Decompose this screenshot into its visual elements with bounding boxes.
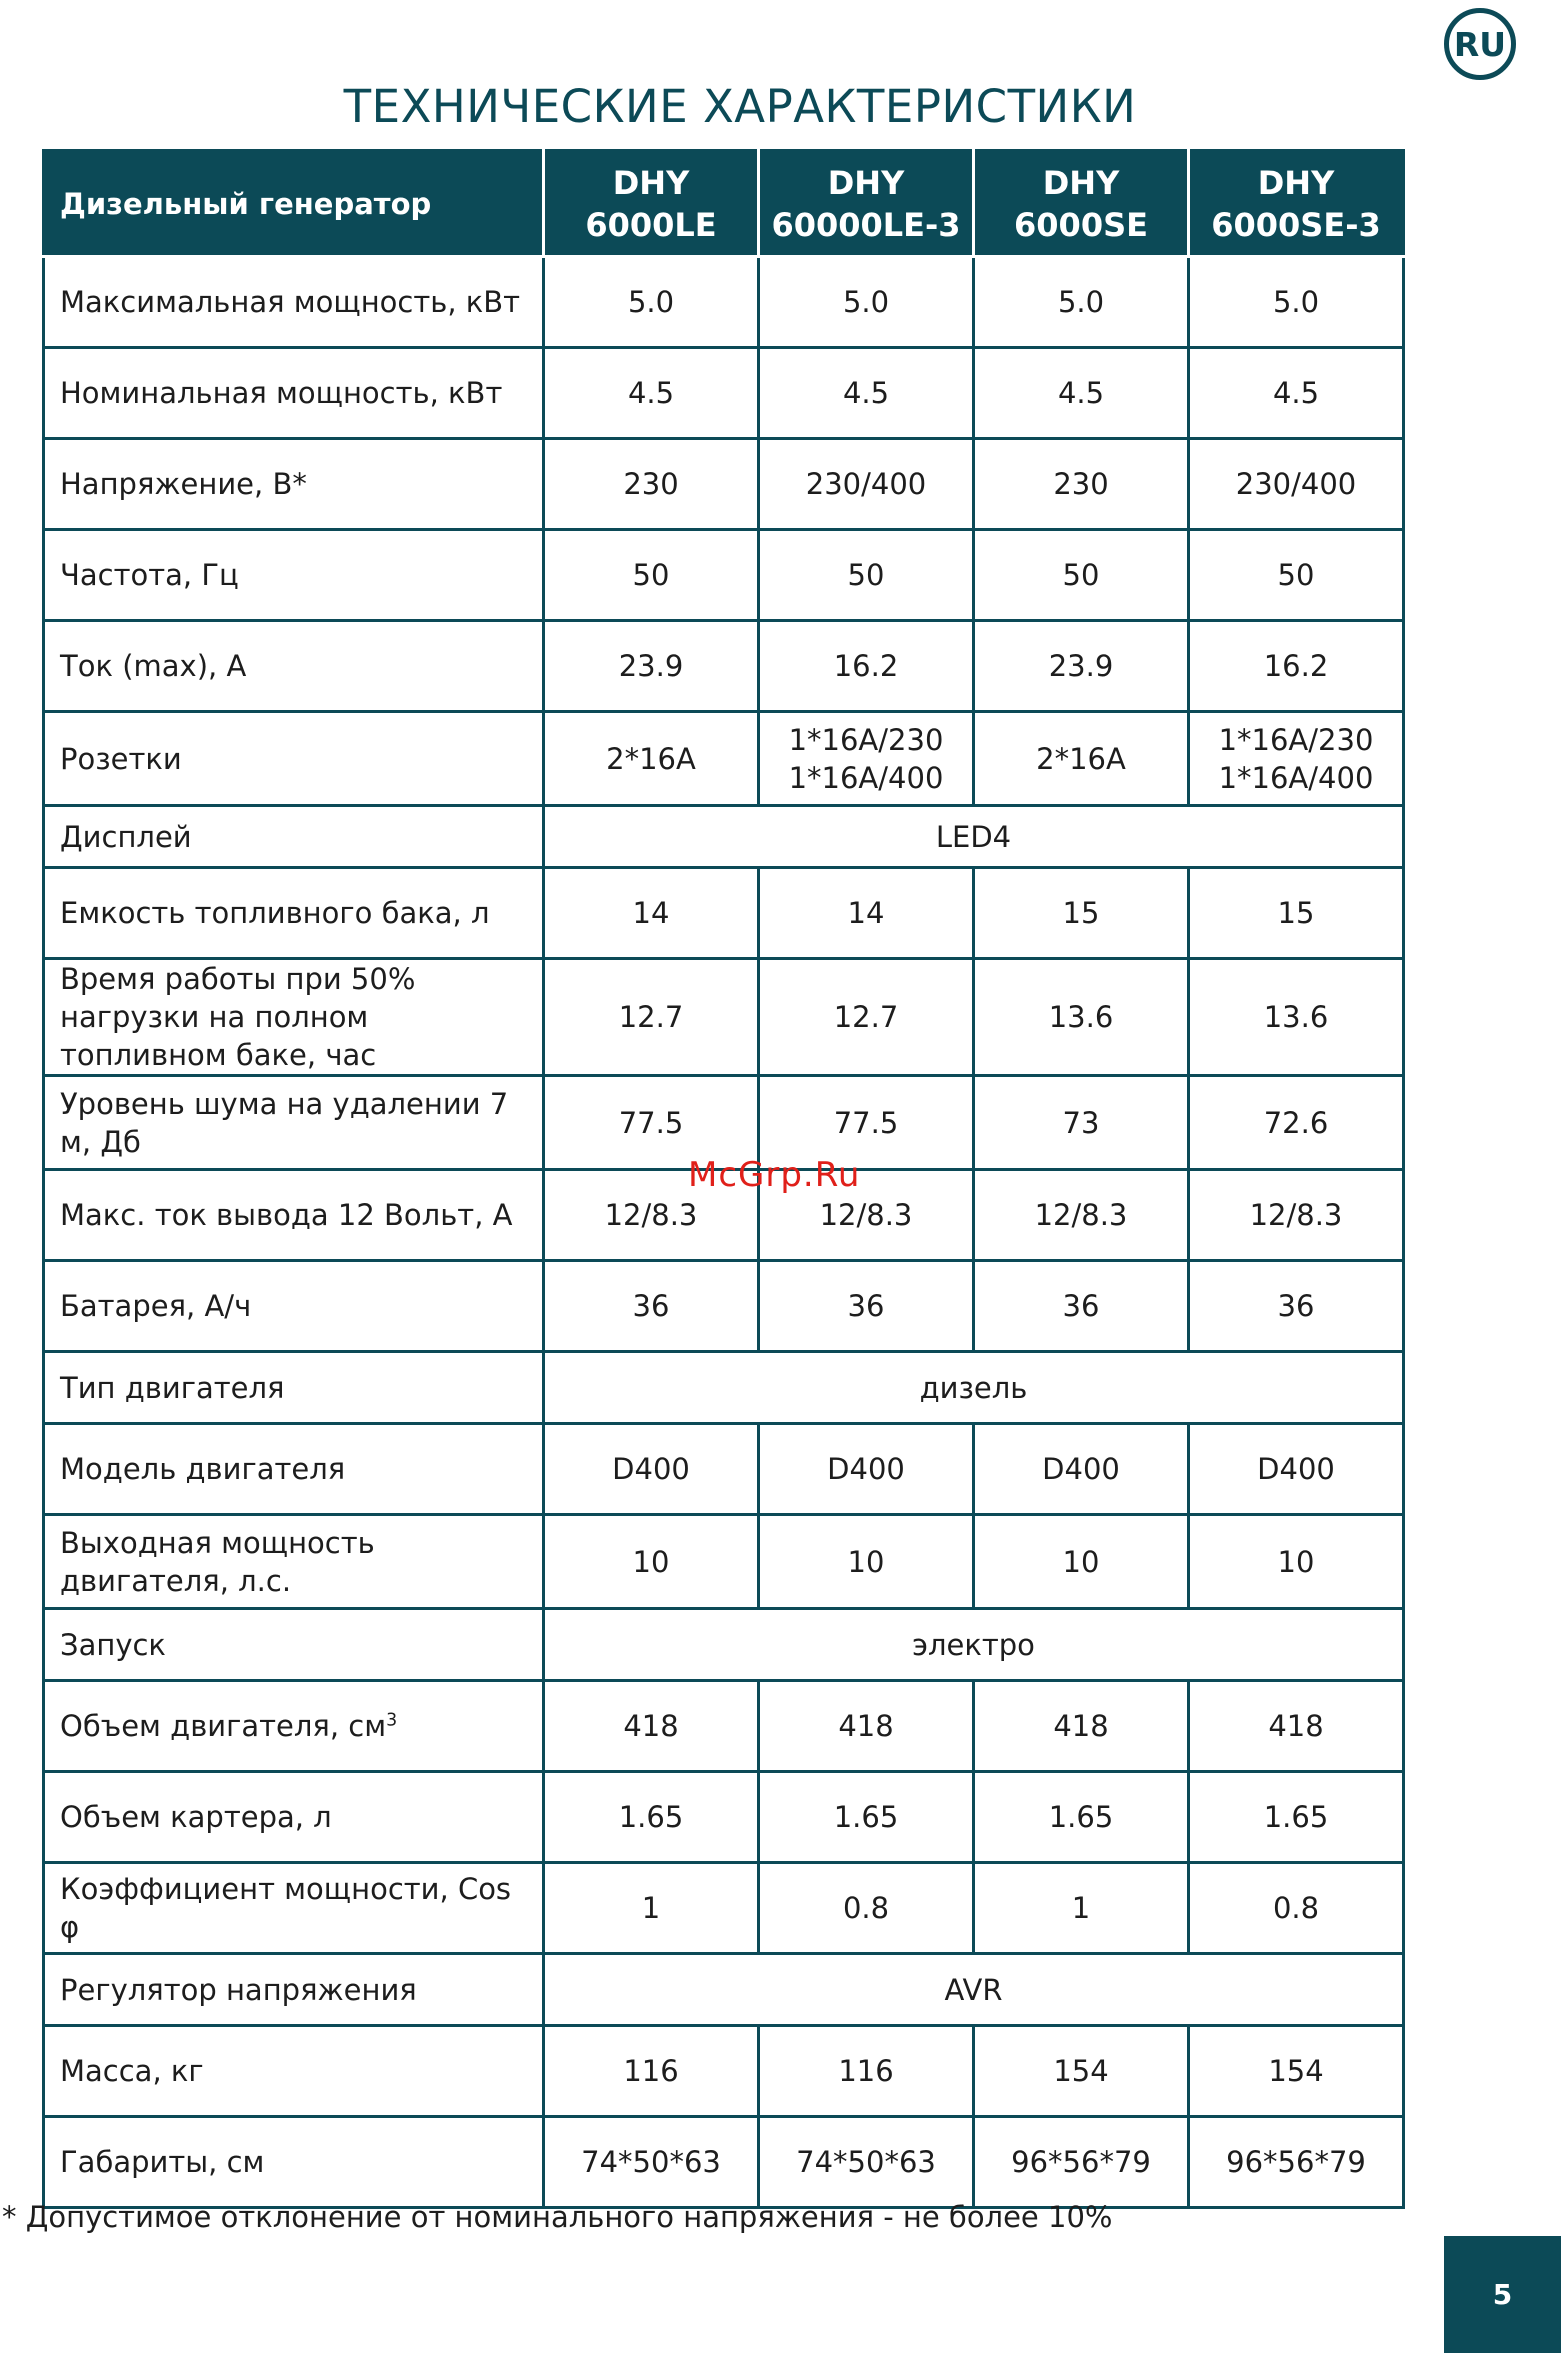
row-value: 12/8.3 [544, 1170, 759, 1261]
row-value: 23.9 [544, 621, 759, 712]
row-value: 73 [974, 1076, 1189, 1170]
table-row [44, 1954, 1404, 2026]
row-value: 23.9 [974, 621, 1189, 712]
row-value-merged: дизель [544, 1352, 1404, 1424]
row-value: 418 [1189, 1681, 1404, 1772]
row-value: 12/8.3 [974, 1170, 1189, 1261]
row-value: 13.6 [974, 959, 1189, 1076]
header-label: Дизельный генератор [44, 151, 544, 257]
table-row [44, 1424, 1404, 1515]
row-value: 14 [759, 868, 974, 959]
row-value: 1 [974, 1863, 1189, 1954]
row-value-merged: электро [544, 1609, 1404, 1681]
row-label: Выходная мощность двигателя, л.с. [44, 1515, 544, 1609]
row-label: Батарея, А/ч [44, 1261, 544, 1352]
row-value: 74*50*63 [544, 2117, 759, 2208]
row-value: 16.2 [1189, 621, 1404, 712]
row-value: 14 [544, 868, 759, 959]
row-value-merged: AVR [544, 1954, 1404, 2026]
row-value: 230/400 [759, 439, 974, 530]
row-label: Макс. ток вывода 12 Вольт, А [44, 1170, 544, 1261]
row-value: 12.7 [759, 959, 974, 1076]
row-value: 12/8.3 [1189, 1170, 1404, 1261]
row-value: 36 [974, 1261, 1189, 1352]
row-label: Масса, кг [44, 2026, 544, 2117]
row-label: Уровень шума на удалении 7 м, Дб [44, 1076, 544, 1170]
row-value: 154 [1189, 2026, 1404, 2117]
row-value: 418 [974, 1681, 1189, 1772]
row-value: 74*50*63 [759, 2117, 974, 2208]
model-header: DHY 6000SE-3 [1189, 151, 1404, 257]
table-row [44, 1515, 1404, 1609]
row-label: Запуск [44, 1609, 544, 1681]
row-value: 36 [1189, 1261, 1404, 1352]
model-header: DHY 60000LE-3 [759, 151, 974, 257]
row-value: 12/8.3 [759, 1170, 974, 1261]
table-row [44, 1863, 1404, 1954]
row-value: 230/400 [1189, 439, 1404, 530]
table-row [44, 1772, 1404, 1863]
table-row [44, 621, 1404, 712]
row-value: 0.8 [1189, 1863, 1404, 1954]
row-value: 36 [544, 1261, 759, 1352]
row-label: Объем двигателя, $см^3$ [44, 1681, 544, 1772]
table-header-row [44, 151, 1404, 257]
row-value: 230 [544, 439, 759, 530]
row-value: 77.5 [759, 1076, 974, 1170]
row-value: 5.0 [759, 257, 974, 348]
row-value: 96*56*79 [974, 2117, 1189, 2208]
row-value: 50 [544, 530, 759, 621]
row-value: 1*16A/230 1*16A/400 [1189, 712, 1404, 806]
row-value: 10 [974, 1515, 1189, 1609]
row-label: Емкость топливного бака, л [44, 868, 544, 959]
row-label: Дисплей [44, 806, 544, 868]
row-label: Регулятор напряжения [44, 1954, 544, 2026]
row-value: D400 [1189, 1424, 1404, 1515]
row-value: 5.0 [974, 257, 1189, 348]
row-value: 10 [759, 1515, 974, 1609]
table-row [44, 1609, 1404, 1681]
row-value: 1.65 [1189, 1772, 1404, 1863]
row-value: 36 [759, 1261, 974, 1352]
row-value: 10 [1189, 1515, 1404, 1609]
page-title: ТЕХНИЧЕСКИЕ ХАРАКТЕРИСТИКИ [343, 80, 1137, 133]
row-value: 5.0 [544, 257, 759, 348]
row-value-merged: LED4 [544, 806, 1404, 868]
table-row [44, 257, 1404, 348]
row-value: D400 [759, 1424, 974, 1515]
page-number: 5 [1444, 2236, 1561, 2353]
table-row [44, 1681, 1404, 1772]
row-value: 0.8 [759, 1863, 974, 1954]
row-label: Розетки [44, 712, 544, 806]
row-value: 50 [974, 530, 1189, 621]
row-value: 72.6 [1189, 1076, 1404, 1170]
row-value: 4.5 [974, 348, 1189, 439]
row-label: Номинальная мощность, кВт [44, 348, 544, 439]
row-value: D400 [974, 1424, 1189, 1515]
table-row [44, 959, 1404, 1076]
table-row [44, 1352, 1404, 1424]
table-row [44, 868, 1404, 959]
row-label: Напряжение, В* [44, 439, 544, 530]
table-row [44, 439, 1404, 530]
table-row [44, 530, 1404, 621]
row-label: Модель двигателя [44, 1424, 544, 1515]
row-value: D400 [544, 1424, 759, 1515]
row-value: 1*16A/230 1*16A/400 [759, 712, 974, 806]
row-value: 1.65 [974, 1772, 1189, 1863]
model-header: DHY 6000SE [974, 151, 1189, 257]
table-row [44, 2117, 1404, 2208]
language-badge: RU [1444, 8, 1516, 80]
row-value: 1.65 [544, 1772, 759, 1863]
row-label: Габариты, см [44, 2117, 544, 2208]
row-value: 1.65 [759, 1772, 974, 1863]
row-value: 16.2 [759, 621, 974, 712]
row-value: 116 [759, 2026, 974, 2117]
row-value: 15 [974, 868, 1189, 959]
row-value: 5.0 [1189, 257, 1404, 348]
row-value: 230 [974, 439, 1189, 530]
row-value: 154 [974, 2026, 1189, 2117]
row-value: 12.7 [544, 959, 759, 1076]
row-label: Ток (max), А [44, 621, 544, 712]
watermark: McGrp.Ru [688, 1155, 861, 1195]
row-label: Время работы при 50% нагрузки на полном топливном баке, час [44, 959, 544, 1076]
table-row [44, 1261, 1404, 1352]
table-row [44, 2026, 1404, 2117]
row-value: 77.5 [544, 1076, 759, 1170]
row-value: 13.6 [1189, 959, 1404, 1076]
row-value: 116 [544, 2026, 759, 2117]
row-value: 15 [1189, 868, 1404, 959]
row-label: Коэффициент мощности, Cos φ [44, 1863, 544, 1954]
table-body [44, 257, 1404, 2208]
row-value: 418 [759, 1681, 974, 1772]
table-row [44, 712, 1404, 806]
row-label: Тип двигателя [44, 1352, 544, 1424]
row-value: 4.5 [544, 348, 759, 439]
table-row [44, 806, 1404, 868]
row-label: Объем картера, л [44, 1772, 544, 1863]
row-label: Частота, Гц [44, 530, 544, 621]
row-value: 4.5 [1189, 348, 1404, 439]
model-header: DHY 6000LE [544, 151, 759, 257]
row-value: 50 [759, 530, 974, 621]
row-value: 96*56*79 [1189, 2117, 1404, 2208]
row-value: 2*16A [974, 712, 1189, 806]
row-value: 4.5 [759, 348, 974, 439]
row-value: 10 [544, 1515, 759, 1609]
footnote: * Допустимое отклонение от номинального напряжения - не более 10% [2, 2200, 1113, 2234]
table-row [44, 348, 1404, 439]
row-value: 50 [1189, 530, 1404, 621]
row-value: 2*16A [544, 712, 759, 806]
row-label: Максимальная мощность, кВт [44, 257, 544, 348]
row-value: 418 [544, 1681, 759, 1772]
row-value: 1 [544, 1863, 759, 1954]
